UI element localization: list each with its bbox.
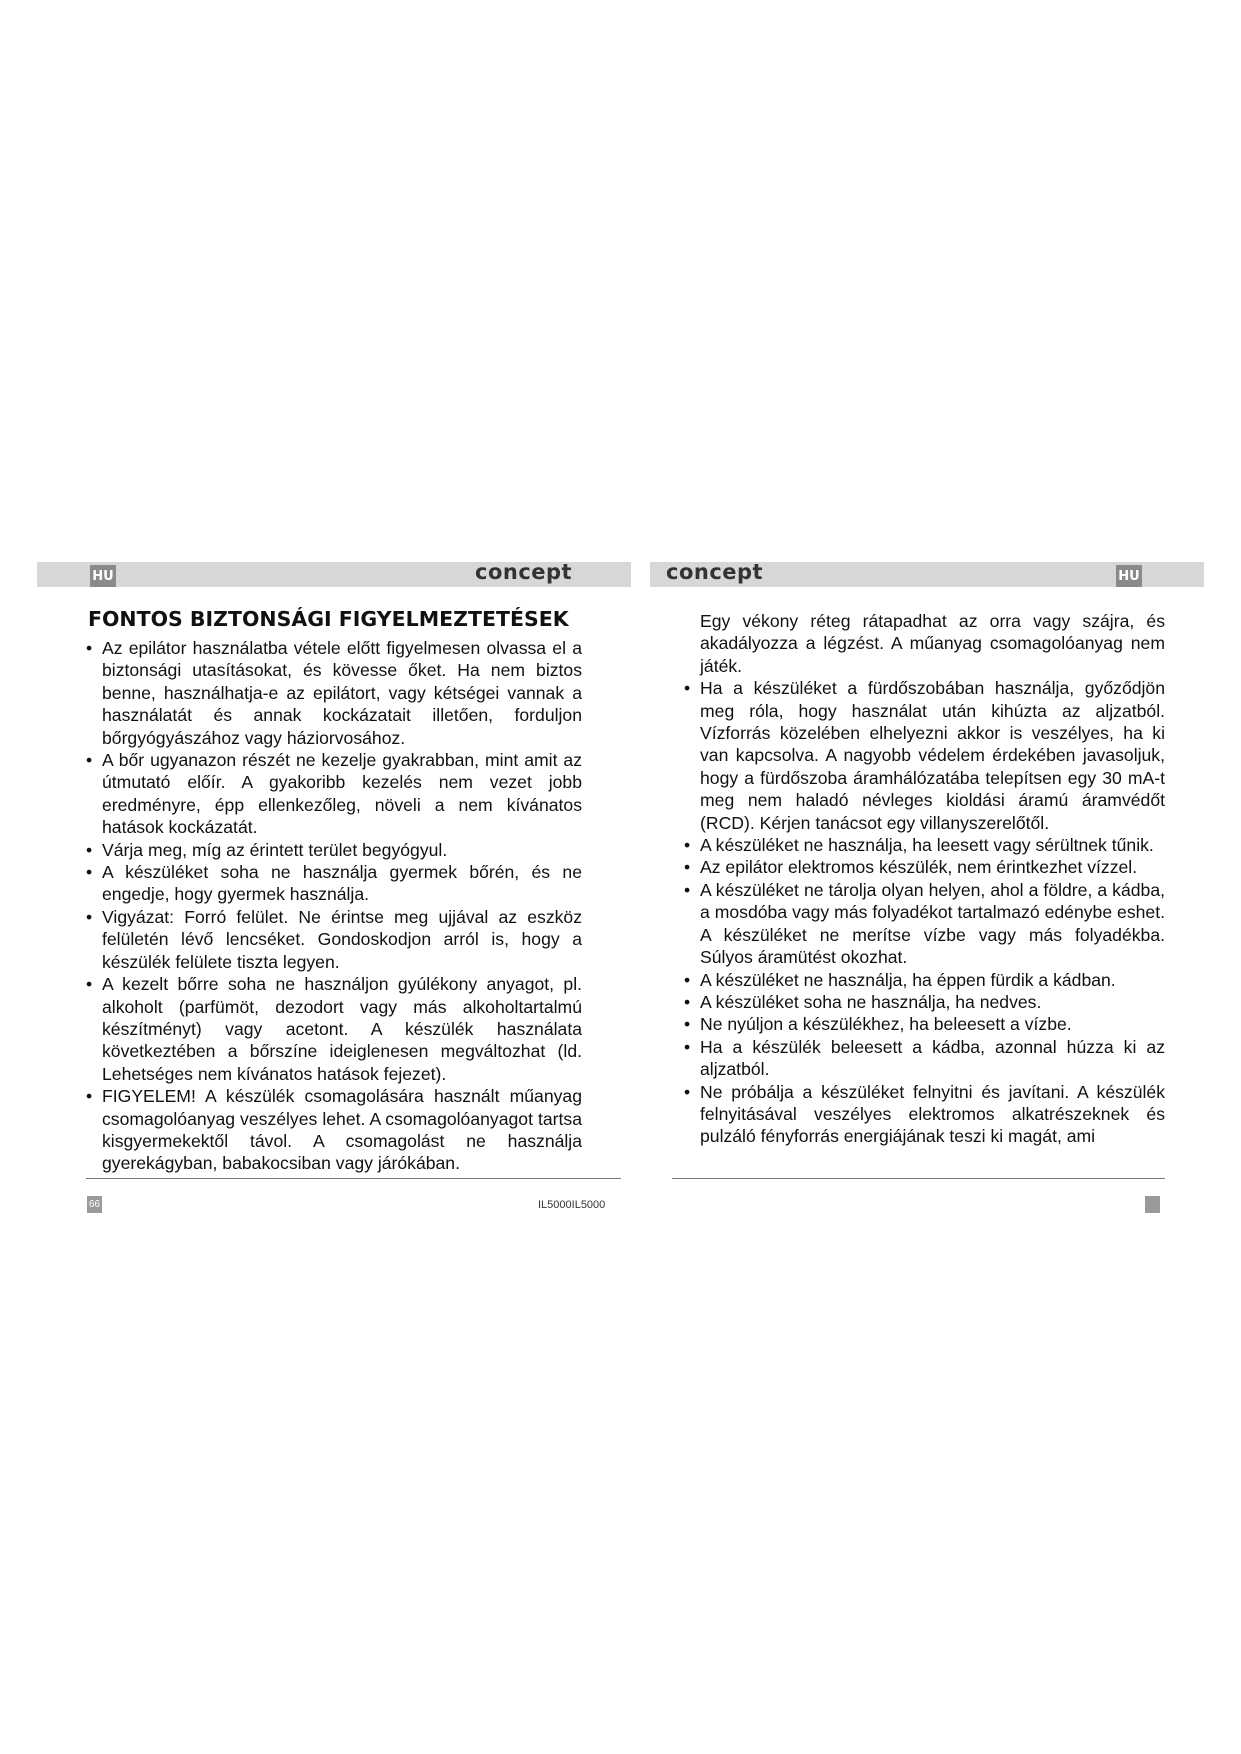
list-item: • A bőr ugyanazon részét ne kezelje gyakrabban, mint amit az útmutató előír. A gyakoribb kezelés nem vezet jobb eredményre, épp ellenkezőleg, növeli a nem kívánatos hatások kockázatát. [88,749,582,839]
list-item: • A készüléket ne használja, ha leesett vagy sérültnek tűnik. [686,834,1165,856]
list-item: • A kezelt bőrre soha ne használjon gyúlékony anyagot, pl. alkoholt (parfümöt, dezodort vagy más alkoholtartalmú készítményt) vagy acetont. A készülék használata következtében a bőrszíne ideiglenesen megváltozhat (ld. Lehetséges nem kívánatos hatások fejezet). [88,973,582,1085]
list-item: • Az epilátor elektromos készülék, nem érintkezhet vízzel. [686,856,1165,878]
continuation-text: Egy vékony réteg rátapadhat az orra vagy szájra, és akadályozza a légzést. A műanyag csomagolóanyag nem játék. [700,611,1165,676]
list-item: • Ha a készüléket a fürdőszobában használja, győződjön meg róla, hogy használat után kihúzta az aljzatból. Vízforrás közelében elhelyezni akkor is veszélyes, ha ki van kapcsolva. A nagyobb védelem érdekében javasoljuk, hogy a fürdőszoba áramhálózatába telepítsen egy 30 mA-t meg nem haladó névleges kioldási áramú áramvédőt (RCD). Kérjen tanácsot egy villanyszerelőtől. [686,677,1165,834]
left-page-content [88,606,582,1175]
footer-rule-right [672,1178,1165,1179]
safety-list-left [88,637,582,1175]
language-badge-right: HU [1116,565,1142,587]
list-item: • A készüléket ne tárolja olyan helyen, ahol a földre, a kádba, a mosdóba vagy más folyadékot tartalmazó edénybe eshet. A készüléket ne merítse vízbe vagy más folyadékba. Súlyos áramütést okozhat. [686,879,1165,969]
list-item: • Vigyázat: Forró felület. Ne érintse meg ujjával az eszköz felületén lévő lencséket. Gondoskodjon arról is, hogy a készülék felülete tiszta legyen. [88,906,582,973]
language-badge-left: HU [90,565,116,587]
brand-logo-right: concept [666,560,764,584]
list-item: • Ha a készülék beleesett a kádba, azonnal húzza ki az aljzatból. [686,1036,1165,1081]
list-item: • Ne nyúljon a készülékhez, ha beleesett a vízbe. [686,1013,1165,1035]
page-number-right-box [1145,1196,1160,1213]
list-item: • Várja meg, míg az érintett terület begyógyul. [88,839,582,861]
section-title: FONTOS BIZTONSÁGI FIGYELMEZTETÉSEK [88,607,569,631]
list-item: • Az epilátor használatba vétele előtt figyelmesen olvassa el a biztonsági utasításokat, és kövesse őket. Ha nem biztos benne, használhatja-e az epilátort, vagy kétségei vannak a használatát és annak kockázatait illetően, forduljon bőrgyógyászához vagy háziorvosához. [88,637,582,749]
list-item: • A készüléket soha ne használja gyermek bőrén, és ne engedje, hogy gyermek használja. [88,861,582,906]
model-number: IL5000IL5000 [538,1199,606,1211]
page-number-left: 66 [87,1196,102,1213]
footer-rule-left [86,1178,621,1179]
list-item: • A készüléket soha ne használja, ha nedves. [686,991,1165,1013]
list-item: • A készüléket ne használja, ha éppen fürdik a kádban. [686,969,1165,991]
list-item: • FIGYELEM! A készülék csomagolására használt műanyag csomagolóanyag veszélyes lehet. A csomagolóanyagot tartsa kisgyermekektől távol. A csomagolást ne használja gyerekágyban, babakocsiban vagy járókában. [88,1085,582,1175]
list-item: • Ne próbálja a készüléket felnyitni és javítani. A készülék felnyitásával veszélyes elektromos alkatrészeknek és pulzáló fényforrás energiájának teszi ki magát, ami [686,1081,1165,1148]
brand-logo-left: concept [475,560,573,584]
right-page-content [686,610,1165,1148]
safety-list-right [686,677,1165,1148]
